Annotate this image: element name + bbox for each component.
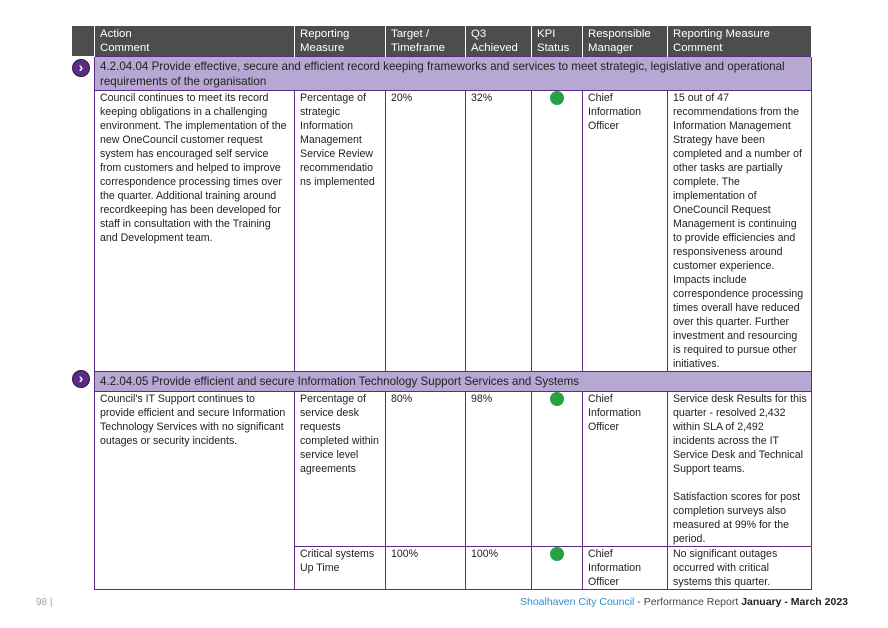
responsible-manager-cell: Chief Information Officer xyxy=(583,91,668,372)
responsible-manager-cell: Chief Information Officer xyxy=(583,392,668,547)
col-action-comment: Action Comment xyxy=(95,26,295,57)
col-reporting-measure-comment: Reporting Measure Comment xyxy=(668,26,812,57)
section-row xyxy=(95,57,812,91)
kpi-status-cell xyxy=(532,91,583,372)
col-q3-achieved: Q3 Achieved xyxy=(466,26,532,57)
expand-section-button[interactable] xyxy=(72,59,90,77)
target-cell: 20% xyxy=(386,91,466,372)
footer-org: Shoalhaven City Council xyxy=(519,596,635,608)
kpi-status-dot xyxy=(550,547,564,561)
action-comment-cell: Council's IT Support continues to provide efficient and secure Information Technology Services with no significant outages or security incidents. xyxy=(95,392,295,590)
kpi-status-dot xyxy=(550,91,564,105)
kpi-status-cell xyxy=(532,392,583,547)
footer-title xyxy=(520,596,848,608)
table-header-row xyxy=(95,26,812,57)
section-title: 4.2.04.05 Provide efficient and secure Information Technology Support Services and Systems xyxy=(95,372,812,392)
reporting-measure-cell: Critical systems Up Time xyxy=(295,547,386,590)
expand-section-button[interactable] xyxy=(72,370,90,388)
section-title: 4.2.04.04 Provide effective, secure and efficient record keeping frameworks and services to meet strategic, legislative and operational requirements of the organisation xyxy=(95,57,812,91)
reporting-measure-cell: Percentage of strategic Information Management Service Review recommendatio ns implemented xyxy=(295,91,386,372)
achieved-cell: 100% xyxy=(466,547,532,590)
achieved-cell: 98% xyxy=(466,392,532,547)
responsible-manager-cell: Chief Information Officer xyxy=(583,547,668,590)
col-kpi-status: KPI Status xyxy=(532,26,583,57)
page-number: 98 | xyxy=(36,597,53,608)
reporting-measure-comment-cell: No significant outages occurred with critical systems this quarter. xyxy=(668,547,812,590)
rm-comment-text-2: Satisfaction scores for post completion surveys also measured at 99% for the period. xyxy=(673,491,801,545)
reporting-measure-comment-cell: 15 out of 47 recommendations from the Information Management Strategy have been completed and a number of other tasks are partially complete. The implementation of OneCouncil Request Management is continuing to provide efficiencies and responsiveness around customer experience. Impacts include correspondence processing times overall have reduced over this quarter. Further investment and resourcing is required to pursue other initiatives. xyxy=(668,91,812,372)
reporting-measure-cell: Percentage of service desk requests completed within service level agreements xyxy=(295,392,386,547)
section-row xyxy=(95,372,812,392)
header-gutter xyxy=(72,26,94,56)
table-row xyxy=(95,392,812,547)
kpi-status-cell xyxy=(532,547,583,590)
rm-comment-text: Service desk Results for this quarter - resolved 2,432 within SLA of 2,492 incidents across the IT Service Desk and Technical Support teams. xyxy=(673,393,807,475)
action-comment-cell: Council continues to meet its record keeping obligations in a challenging environment. The implementation of the new OneCouncil customer request system has encouraged self service from customers and helped to improve correspondence processing times over the quarter. Additional training around recordkeeping has been developed for staff in consultation with the Training and Development team. xyxy=(95,91,295,372)
target-cell: 100% xyxy=(386,547,466,590)
footer-period: January - March 2023 xyxy=(741,596,848,608)
reporting-measure-comment-cell xyxy=(668,392,812,547)
performance-table xyxy=(94,26,812,590)
achieved-cell: 32% xyxy=(466,91,532,372)
table-row xyxy=(95,91,812,372)
col-responsible-manager: Responsible Manager xyxy=(583,26,668,57)
target-cell: 80% xyxy=(386,392,466,547)
col-reporting-measure: Reporting Measure xyxy=(295,26,386,57)
kpi-status-dot xyxy=(550,392,564,406)
col-target-timeframe: Target / Timeframe xyxy=(386,26,466,57)
footer-sep: - Performance Report xyxy=(634,596,742,608)
